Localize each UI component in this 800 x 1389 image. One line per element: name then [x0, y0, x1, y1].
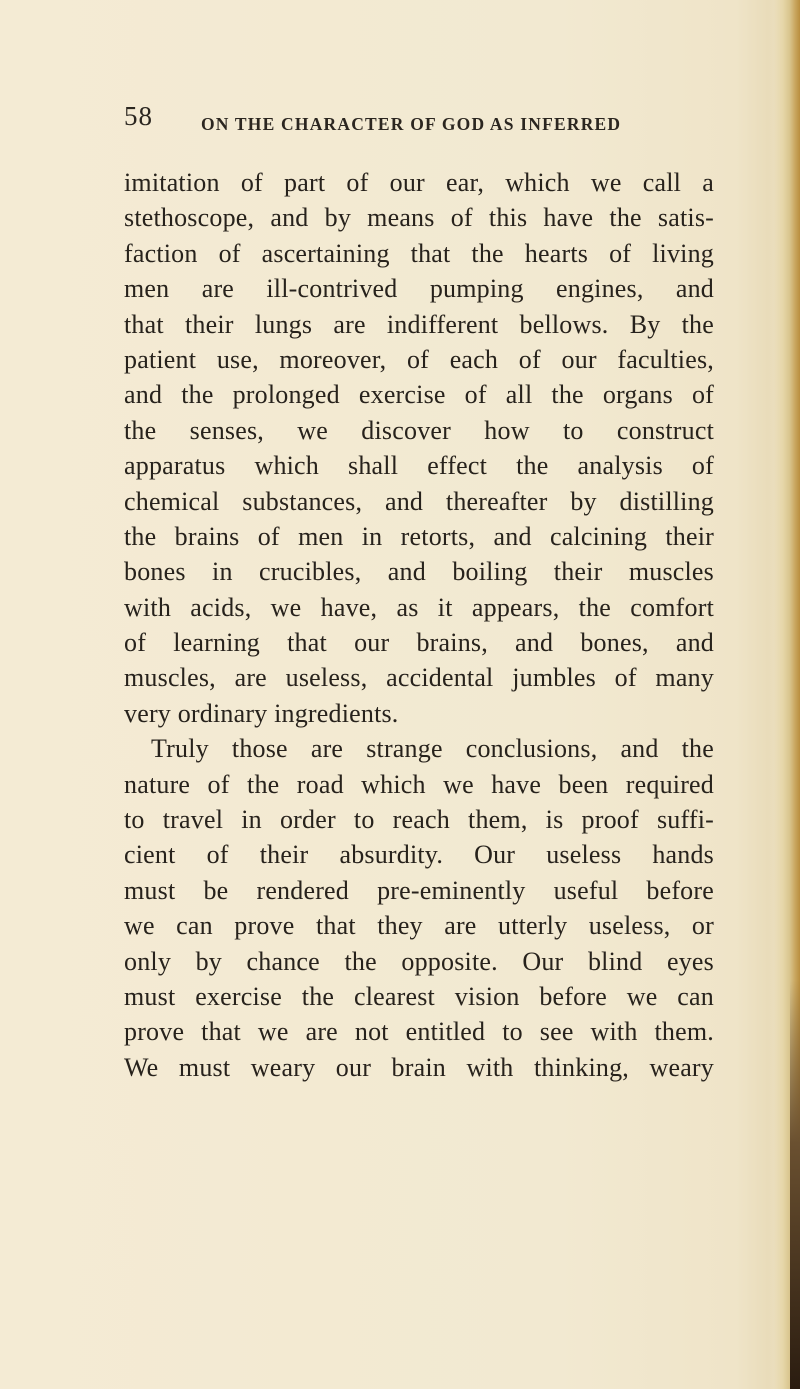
- text-line: patient use, moreover, of each of our faculties,: [124, 344, 714, 374]
- text-line: we can prove that they are utterly useless, or: [124, 911, 714, 941]
- text-line: faction of ascertaining that the hearts of living: [124, 238, 714, 268]
- text-line: with acids, we have, as it appears, the comfort: [124, 592, 714, 622]
- text-line: apparatus which shall effect the analysis of: [124, 451, 714, 481]
- paragraph-start-line: Truly those are strange conclusions, and the: [151, 734, 714, 764]
- text-line: must be rendered pre-eminently useful before: [124, 875, 714, 905]
- page-number: 58: [124, 101, 153, 131]
- text-line: the brains of men in retorts, and calcining their: [124, 521, 714, 551]
- text-line: of learning that our brains, and bones, and: [124, 628, 714, 658]
- text-line: cient of their absurdity. Our useless hands: [124, 840, 714, 870]
- running-head: [124, 100, 684, 140]
- text-line: We must weary our brain with thinking, weary: [124, 1052, 714, 1082]
- paragraph-end-line: very ordinary ingredients.: [124, 698, 399, 728]
- text-line: muscles, are useless, accidental jumbles of many: [124, 663, 714, 693]
- body-text: [124, 165, 714, 1085]
- text-line: imitation of part of our ear, which we call a: [124, 168, 714, 197]
- text-line: to travel in order to reach them, is proof suffi-: [124, 805, 714, 835]
- text-line: only by chance the opposite. Our blind eyes: [124, 946, 714, 976]
- text-line: nature of the road which we have been required: [124, 769, 714, 799]
- text-line: prove that we are not entitled to see with them.: [124, 1017, 714, 1047]
- page-edge-dark: [790, 980, 800, 1389]
- text-line: must exercise the clearest vision before we can: [124, 981, 714, 1011]
- text-line: and the prolonged exercise of all the organs of: [124, 380, 714, 410]
- running-head-title: ON THE CHARACTER OF GOD AS INFERRED: [201, 114, 622, 134]
- text-line: chemical substances, and thereafter by distilling: [124, 486, 714, 516]
- text-line: men are ill-contrived pumping engines, and: [124, 274, 714, 304]
- text-line: that their lungs are indifferent bellows. By the: [124, 309, 714, 339]
- text-line: stethoscope, and by means of this have the satis-: [124, 203, 714, 233]
- text-line: the senses, we discover how to construct: [124, 415, 714, 445]
- text-line: bones in crucibles, and boiling their muscles: [124, 557, 714, 587]
